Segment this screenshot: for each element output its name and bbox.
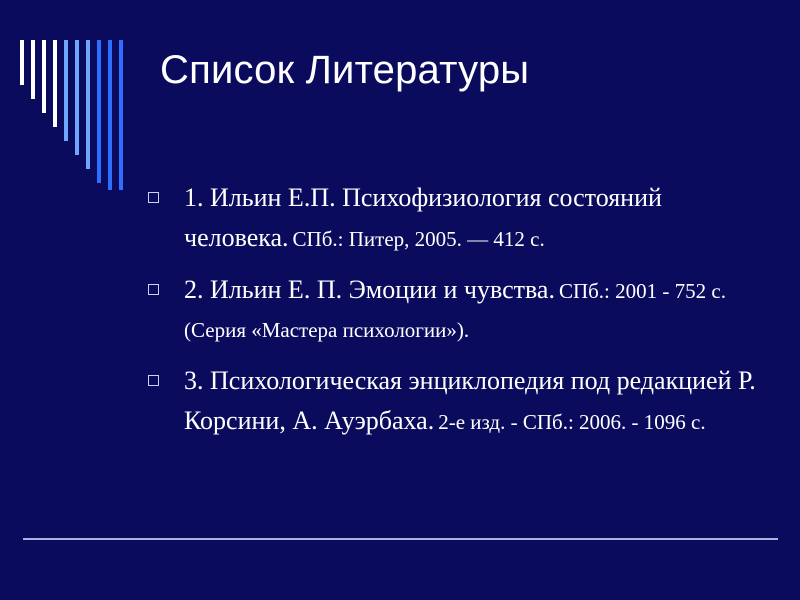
stripe (31, 40, 35, 99)
hollow-square-icon (148, 284, 159, 295)
reference-lead: 3. Психологическая энциклопедия под редакцией Р. Корсини, А. Ауэрбаха. (184, 366, 756, 435)
stripe (86, 40, 90, 169)
list-item (148, 363, 768, 443)
stripe (53, 40, 57, 127)
reference-lead: 2. Ильин Е. П. Эмоции и чувства. (184, 275, 555, 304)
stripe (75, 40, 79, 155)
stripe (97, 40, 101, 183)
page-title: Список Литературы (160, 48, 530, 92)
stripe (108, 40, 112, 190)
decorative-stripes (0, 0, 140, 190)
stripe (20, 40, 24, 85)
bottom-divider (23, 538, 778, 540)
reference-detail: 2-е изд. - СПб.: 2006. - 1096 с. (438, 410, 706, 434)
hollow-square-icon (148, 375, 159, 386)
stripe (42, 40, 46, 113)
reference-detail: СПб.: Питер, 2005. — 412 с. (292, 227, 545, 251)
list-item (148, 272, 768, 351)
reference-detail: СПб.: 2001 - 752 с. (Серия «Мастера психологии»). (184, 279, 726, 342)
stripe (119, 40, 123, 190)
list-item (148, 180, 768, 260)
reference-list (148, 180, 768, 455)
reference-lead: 1. Ильин Е.П. Психофизиология состояний человека. (184, 183, 662, 252)
hollow-square-icon (148, 192, 159, 203)
stripe (64, 40, 68, 141)
